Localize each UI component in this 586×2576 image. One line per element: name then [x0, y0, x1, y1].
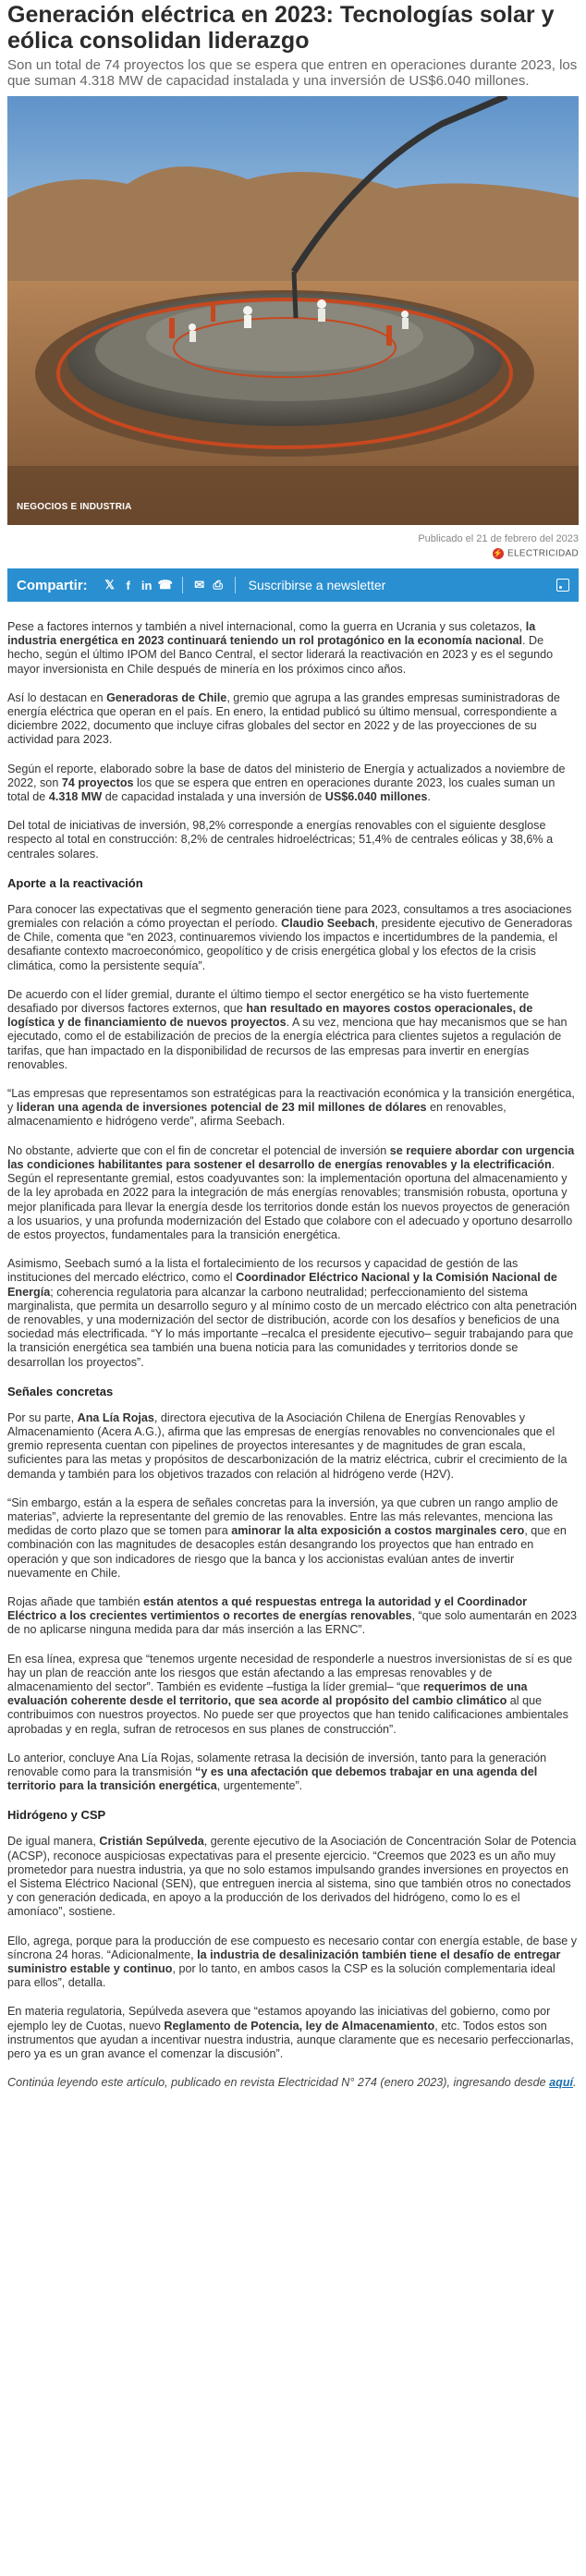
text-run: Del total de iniciativas de inversión, 98,2% corresponde a energías renovables con el siguiente desglose respecto al total en construcción: 8,2% de centrales hidroeléctricas; 51,4% de centrales eólicas y 38,6% a centrales solares. [7, 819, 554, 861]
text-run: Asimismo, Seebach sumó a la lista el fortalecimiento de los recursos y capacidad de gestión de las instituciones del mercado eléctrico, como el [7, 1257, 519, 1285]
text-run: Pese a factores internos y también a nivel internacional, como la guerra en Ucrania y sus coletazos, [7, 620, 526, 633]
article-subtitle: Son un total de 74 proyectos los que se espera que entren en operaciones durante 2023, los que suman 4.318 MW de capacidad instalada y una inversión de US$6.040 millones. [7, 57, 578, 89]
article-paragraph [7, 1496, 579, 1581]
article-paragraph [7, 1752, 579, 1794]
hero-image [7, 96, 579, 525]
text-run: Lo anterior, concluye Ana Lía Rojas, solamente retrasa la decisión de inversión, tanto para la generación renovable como para la transmisión [7, 1751, 547, 1778]
article-paragraph [7, 1595, 579, 1638]
bold-text: la industria energética en 2023 continuará teniendo un rol protagónico en la economía nacional [7, 620, 536, 648]
text-run: . Según el representante gremial, estos coadyuvantes son: la implementación oportuna del almacenamiento y de la ley aprobada en 2022 para la integración de más energías renovables; transmisión robusta, oportuna y mejor planificada para llevar la energía desde los territorios donde están los nuevos proyectos de generación a los usuarios, y una profunda modernización del Estado que colabore con el adecuado y oportuno desarrollo de estos proyectos, fundamentales para la transición energética. [7, 1157, 573, 1241]
article-paragraph [7, 1653, 579, 1737]
article-paragraph [7, 620, 579, 677]
category-tag[interactable] [7, 548, 579, 559]
bold-text: aminorar la alta exposición a costos marginales cero [231, 1524, 525, 1538]
article-paragraph [7, 819, 579, 861]
text-run: los que se espera que entren en operaciones durante 2023, los cuales suman un total de [7, 775, 555, 804]
share-bar [7, 568, 579, 602]
bold-text: US$6.040 millones [324, 790, 428, 804]
print-icon[interactable]: ⎙ [213, 578, 223, 592]
text-run: Por su parte, [7, 1410, 78, 1424]
bold-text: lideran una agenda de inversiones potencial de 23 mil millones de dólares [16, 1101, 427, 1115]
article-paragraph [7, 1935, 579, 1991]
text-run: . [573, 2076, 577, 2090]
divider [235, 577, 236, 593]
article-paragraph [7, 691, 579, 748]
text-run: de capacidad instalada y una inversión de [102, 790, 325, 804]
article-paragraph [7, 1835, 579, 1919]
text-run: Ello, agrega, porque para la producción de ese compuesto es necesario contar con energía estable, de base y síncrona 24 horas. “Adicionalmente, [7, 1934, 578, 1961]
text-run: , etc. Todos estos son instrumentos que ayudan a incentivar nuestra industria, aunque claramente que es necesario perfeccionarlas, pero ya es un gran avance el comenzar la discusión”. [7, 2019, 574, 2061]
article-title: Generación eléctrica en 2023: Tecnologías solar y eólica consolidan liderazgo [7, 2, 555, 54]
construction-site-photo [7, 96, 579, 525]
article-paragraph [7, 1411, 579, 1482]
bold-text: Generadoras de Chile [106, 690, 227, 704]
twitter-icon[interactable]: 𝕏 [104, 578, 115, 592]
bold-text: se requiere abordar con urgencia las condiciones habilitantes para sostener el desarrollo de energías renovables y la electrificación [7, 1143, 575, 1171]
text-run: No obstante, advierte que con el fin de concretar el potencial de inversión [7, 1143, 390, 1157]
publish-date: Publicado el 21 de febrero del 2023 [418, 533, 579, 544]
article-paragraph [7, 988, 579, 1072]
section-heading: Aporte a la reactivación [7, 875, 143, 890]
article-paragraph [7, 763, 579, 805]
article-paragraph [7, 1257, 579, 1370]
bold-text: “y es una afectación que debemos trabajar en una agenda del territorio para la transición energética [7, 1765, 538, 1793]
bold-text: Cristián Sepúlveda [99, 1835, 204, 1849]
rss-icon[interactable] [556, 579, 569, 592]
email-icon[interactable]: ✉ [194, 578, 205, 592]
continue-reading-note [7, 2076, 579, 2090]
text-run: De igual manera, [7, 1835, 100, 1849]
text-run: , por lo tanto, en ambos casos la CSP es la solución complementaria ideal para ellos”, detalla. [7, 1962, 555, 1990]
text-run: , que en combinación con las magnitudes de desacoples están desangrando los proyectos que han entrado en operación y que son indicadores de riesgo que la banca y los accionistas evalúan antes de invertir nuevamente en Chile. [7, 1524, 567, 1580]
text-run: “Sin embargo, están a la espera de señales concretas para la inversión, ya que cubren un rango amplio de materias”, advierte la representante del gremio de las renovables. Entre las más relevantes, menciona las medidas de corto plazo que se tomen para [7, 1496, 558, 1538]
text-run: , “que solo aumentarán en 2023 de no aplicarse ninguna medida para dar más inserción a las ERNC”. [7, 1609, 578, 1637]
divider [182, 577, 183, 593]
text-run: , presidente ejecutivo de Generadoras de Chile, comenta que “en 2023, continuaremos viviendo los impactos e incertidumbres de la pandemia, el desafiante contexto macroeconómico, geopolítico y de crisis energética global y los efectos de la crisis climática, como la persistente sequía”. [7, 917, 573, 972]
newsletter-link[interactable]: Suscribirse a newsletter [248, 578, 386, 592]
text-run: , directora ejecutiva de la Asociación Chilena de Energías Renovables y Almacenamiento (Acera A.G.), afirma que las empresas de energías renovables no convencionales que el gremio representa cuentan con pipelines de proyectos interesantes y de magnitudes de gran escala, suficientes para las metas y propósitos de descarbonización de la matriz eléctrica, cubrir el crecimiento de la demanda y también para los objetivos trazados con relación al hidrógeno verde (H2V). [7, 1410, 568, 1481]
whatsapp-icon[interactable]: ☎ [157, 578, 173, 592]
text-run: ; coherencia regulatoria para alcanzar la carbono neutralidad; perfeccionamiento del sistema marginalista, que permita un desarrollo seguro y al mínimo costo de un mercado eléctrico con alta penetración de renovables, y una modernización del sector de distribución, acorde con los desafíos y beneficios de una sociedad más electrificada. “Y lo más importante –recalca el presidente ejecutivo– seguir trabajando para que la transición energética sea también una buena noticia para las comunidades y territorios donde se desarrollan los proyectos”. [7, 1285, 578, 1369]
text-run: , gremio que agrupa a las grandes empresas suministradoras de energía eléctrica que operan en el país. En enero, la entidad publicó su último mensual, correspondiente a diciembre 2022, documento que incluye cifras globales del sector en 2022 y de las proyecciones de su actividad para 2023. [7, 690, 560, 747]
section-heading: Señales concretas [7, 1384, 114, 1398]
text-run: En esa línea, expresa que “tenemos urgente necesidad de responderle a nuestros inversionistas de sí es que hay un plan de reacción ante los riesgos que están afectando a las empresas renovables y de almacenamiento del sector”. También es evidente –fustiga la líder gremial– “que [7, 1652, 573, 1693]
text-run: “Las empresas que representamos son estratégicas para la reactivación económica y la transición energética, y [7, 1087, 575, 1115]
bold-text: Reglamento de Potencia, ley de Almacenamiento [164, 2019, 435, 2033]
text-run: . [427, 790, 431, 804]
article-page [0, 2, 586, 2090]
text-run: Según el reporte, elaborado sobre la base de datos del ministerio de Energía y actualizados a noviembre de 2022, son [7, 762, 566, 789]
share-label: Compartir: [17, 577, 88, 593]
linkedin-icon[interactable]: in [140, 578, 153, 592]
category-label: ELECTRICIDAD [507, 548, 579, 559]
text-run: En materia regulatoria, Sepúlveda asevera que “estamos apoyando las iniciativas del gobierno, como por ejemplo ley de Cuotas, nuevo [7, 2005, 551, 2033]
continue-reading-link[interactable]: aquí [549, 2076, 574, 2090]
image-credit: NEGOCIOS E INDUSTRIA [17, 502, 132, 512]
text-run: , gerente ejecutivo de la Asociación de Concentración Solar de Potencia (ACSP), reconoce auspiciosas expectativas para el presente ejercicio. “Creemos que 2023 es un año muy prometedor para nuestra industria, ya que no solo estamos impulsando grandes inversiones en proyectos en el Sistema Eléctrico Nacional (SEN), que entreguen inercia al sistema, sino que también otros no conectados y con generación dedicada, en apoyo a la producción de los derivados del hidrógeno, como lo es el amoníaco”, sostiene. [7, 1835, 577, 1919]
bold-text: han resultado en mayores costos operacionales, de logística y de financiamiento de nuevos proyectos [7, 1002, 533, 1030]
facebook-icon[interactable]: f [126, 578, 130, 592]
bold-text: están atentos a qué respuestas entrega la autoridad y el Coordinador Eléctrico a los crecientes vertimientos o recortes de energías renovables [7, 1594, 528, 1623]
text-run: Continúa leyendo este artículo, publicado en revista Electricidad N° 274 (enero 2023), ingresando desde [7, 2076, 550, 2090]
bold-text: 4.318 MW [48, 790, 103, 804]
text-run: De acuerdo con el líder gremial, durante el último tiempo el sector energético se ha visto fuertemente desafiado por diversos factores externos, que [7, 987, 530, 1016]
bold-text: Coordinador Eléctrico Nacional y la Comisión Nacional de Energía [7, 1271, 557, 1299]
text-run: Para conocer las expectativas que el segmento generación tiene para 2023, consultamos a tres asociaciones gremiales con relación a cómo proyectan el período. [7, 902, 572, 931]
article-paragraph [7, 2005, 579, 2061]
article-paragraph [7, 1087, 579, 1129]
bold-text: Ana Lía Rojas [77, 1410, 154, 1424]
article-body [7, 620, 579, 2090]
bold-text: la industria de desalinización también tiene el desafío de entregar suministro estable y continuo [7, 1947, 561, 1976]
text-run: Así lo destacan en [7, 690, 107, 704]
section-heading: Hidrógeno y CSP [7, 1808, 106, 1823]
text-run: Rojas añade que también [7, 1594, 144, 1608]
text-run: , urgentemente”. [216, 1779, 303, 1793]
bold-text: requerimos de una evaluación coherente desde el territorio, que sea acorde al propósito del cambio climático [7, 1679, 528, 1708]
text-run: . A su vez, menciona que hay mecanismos que se han ejecutado, como el de estabilización de precios de la energía eléctrica para clientes sujetos a regulación de tarifas, que han impactado en la disponibilidad de recursos de las empresas para invertir en energías renovables. [7, 1016, 568, 1071]
article-paragraph [7, 903, 579, 973]
text-run: . De hecho, según el último IPOM del Banco Central, el sector liderará la reactivación en 2023 y es el segundo mayor inversionista en Chile después de minería en los próximos cinco años. [7, 634, 554, 676]
text-run: al que contribuimos con nuestros proyectos. No puede ser que proyectos que han tenido calificaciones ambientales aprobadas y en regla, sufran de retrocesos en sus planes de construcción”. [7, 1694, 568, 1736]
bold-text: Claudio Seebach [281, 917, 375, 931]
bold-text: 74 proyectos [61, 775, 134, 789]
lightning-icon: ⚡ [493, 549, 504, 557]
article-paragraph [7, 1144, 579, 1242]
text-run: en renovables, almacenamiento e hidrógeno verde”, afirma Seebach. [7, 1101, 507, 1129]
